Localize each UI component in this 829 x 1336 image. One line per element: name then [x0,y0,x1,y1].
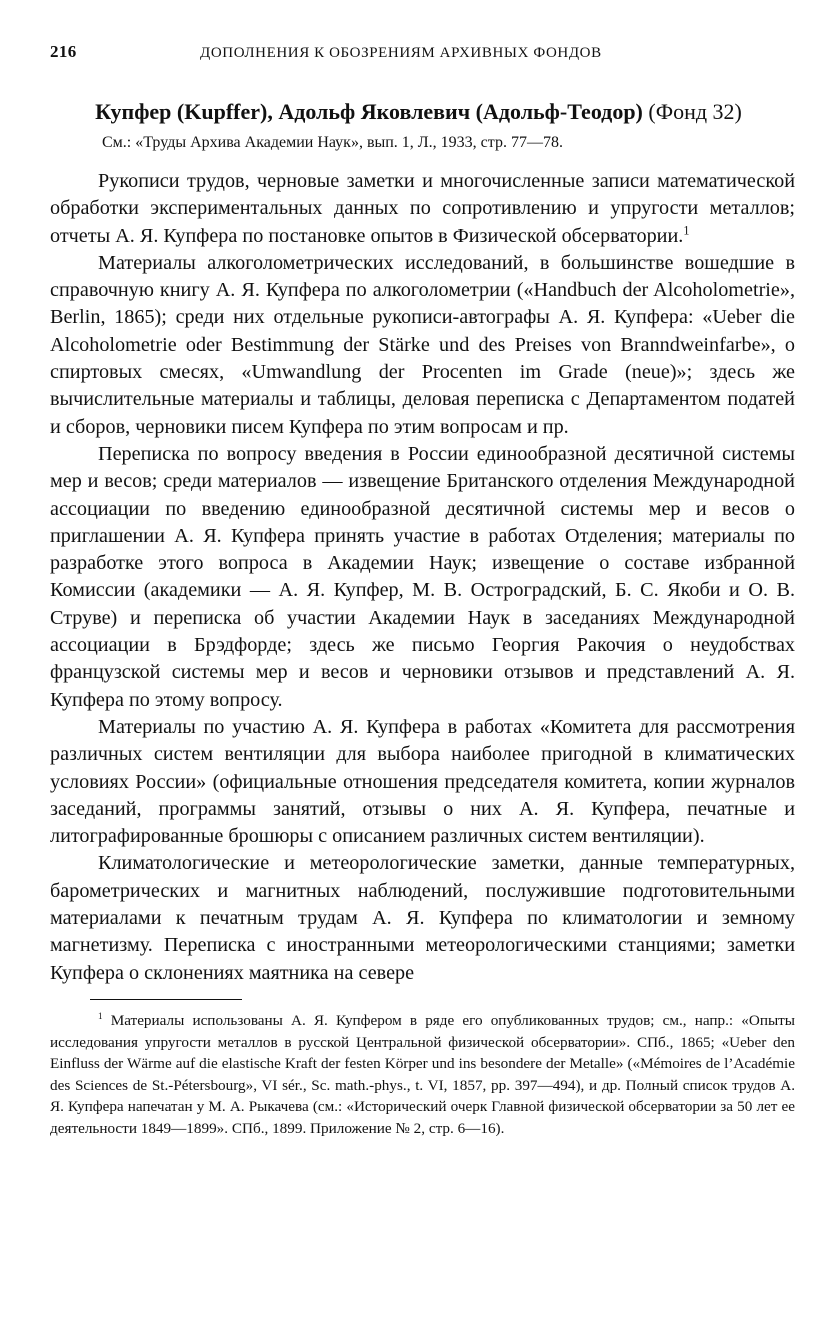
footnote-text: Материалы использованы А. Я. Купфером в ряде его опубликованных трудов; см., напр.: «Опыты исследования упругости металлов в русской Центральной физической обсерватории». СПб., 1865; «Ueber den Einfluss der Wärme auf die elastische Kraft der festen Körper und ins besondere der Metalle» («Mémoires de l’Académie des Sciences de St.-Pétersbourg», VI sér., Sc. math.-phys., t. VI, 1857, pp. 397—494), и др. Полный список трудов А. Я. Купфера напечатан у М. А. Рыкачева (см.: «Исторический очерк Главной физической обсерватории за 50 лет ее деятельности 1849—1899». СПб., 1899. Приложение № 2, стр. 6—16). [50,1011,796,1137]
paragraph: Материалы алкоголометрических исследований, в большинстве вошедшие в справочную книгу А. Я. Купфера по алкоголометрии («Handbuch der Alcoholometrie», Berlin, 1865); среди них отдельные рукописи-автографы А. Я. Купфера: «Ueber die Alcoholometrie oder Bestimmung der Stärke und des Preises von Branndweinfarbe», о спиртовых смесях, «Umwandlung der Procenten im Grade (neue)»; здесь же вычислительные материалы и таблицы, деловая переписка с Департаментом податей и сборов, черновики писем Купфера по этим вопросам и пр. [50,251,795,438]
running-header [50,42,795,62]
footnote [50,1010,795,1140]
see-also-reference: См.: «Труды Архива Академии Наук», вып. 1, Л., 1933, стр. 77—78. [102,134,563,151]
footnote-separator [90,999,242,1000]
paragraph: Материалы по участию А. Я. Купфера в работах «Комитета для рассмотрения различных систем вентиляции для выбора наиболее пригодной в климатических условиях России» (официальные отношения председателя комитета, копии журналов заседаний, программы занятий, отзывы о них А. Я. Купфера, печатные и литографированные брошюры с описанием различных систем вентиляции). [50,715,795,848]
paragraph [50,168,795,250]
entry-title: Купфер (Kupffer), Адольф Яковлевич (Адольф-Теодор) [95,99,643,124]
entry-heading [42,98,795,126]
footnote-marker: 1 [98,1010,103,1021]
body-text [50,168,795,987]
paragraph: Переписка по вопросу введения в России единообразной десятичной системы мер и весов; среди материалов — извещение Британского отделения Международной ассоциации по введению единообразной десятичной системы мер и весов о приглашении А. Я. Купфера принять участие в работах Отделения; материалы по разработке этого вопроса в Академии Наук; извещение о составе избранной Комиссии (академики — А. Я. Купфер, М. В. Остроградский, Б. С. Якоби и О. В. Струве) и переписка об участии Академии Наук в заседаниях Международной ассоциации в Брэдфорде; здесь же письмо Георгия Ракочия о неудобствах французской системы мер и весов и черновики отзывов и представлений А. Я. Купфера по этому вопросу. [50,442,795,711]
fond-number: (Фонд 32) [648,99,742,124]
footnote-reference: 1 [683,222,690,237]
page-number: 216 [50,42,77,61]
paragraph: Климатологические и метеорологические заметки, данные температурных, барометрических и магнитных наблюдений, послужившие подготовительными материалами к печатным трудам А. Я. Купфера по климатологии и земному магнетизму. Переписка с иностранными метеорологическими станциями; заметки Купфера о склонениях маятника на севере [50,852,795,984]
paragraph-text: Рукописи трудов, черновые заметки и многочисленные записи математической обработки экспериментальных данных по сопротивлению и упругости металлов; отчеты А. Я. Купфера по постановке опытов в Физической обсерватории. [50,170,795,247]
running-title: ДОПОЛНЕНИЯ К ОБОЗРЕНИЯМ АРХИВНЫХ ФОНДОВ [200,45,602,61]
